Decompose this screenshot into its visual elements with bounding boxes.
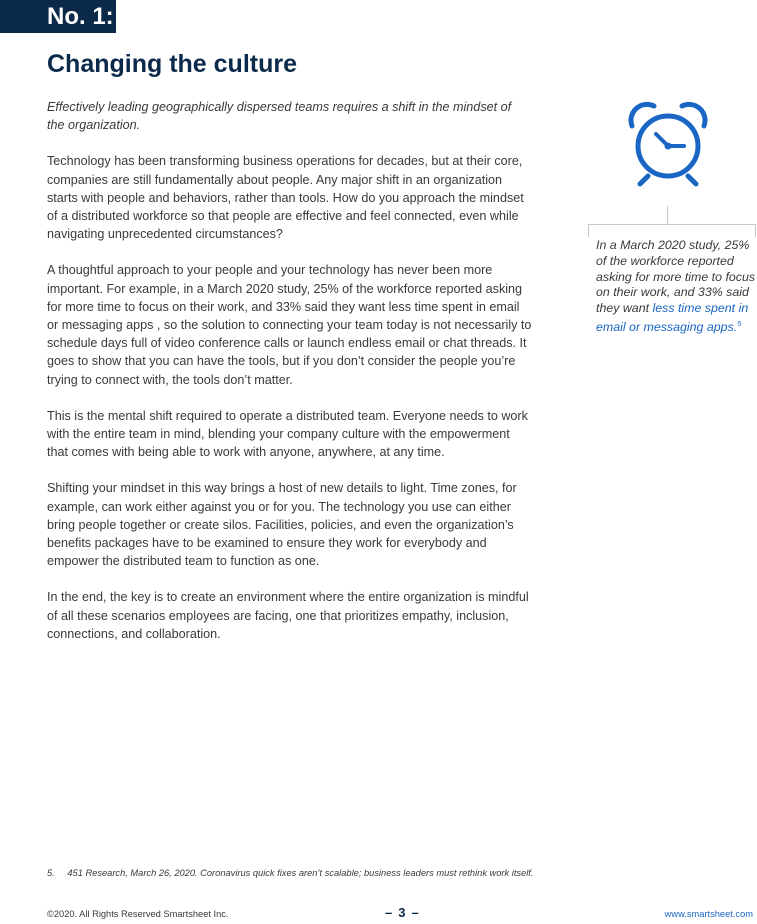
callout-footnote-ref: 5 [737, 320, 742, 328]
callout-bracket [588, 224, 756, 225]
footnote-number: 5. [47, 868, 55, 878]
page-title: Changing the culture [47, 50, 297, 78]
callout-highlight: less time spent in email or messaging apps. [596, 301, 749, 335]
main-content [47, 98, 532, 661]
footnote [47, 868, 533, 878]
callout-text: In a March 2020 study, 25% of the workforce reported asking for more time to focus on their work, and 33% said they want [596, 238, 756, 316]
body-paragraph: A thoughtful approach to your people and your technology has never been more important. For example, in a March 2020 study, 25% of the workforce reported asking for more time to focus on their work, and 33% said they want less time spent in email or messaging apps , so the solution to connecting your team today is not necessarily to schedule days full of video conference calls or launch endless email or chat threads. It goes to show that you can have the tools, but if you don’t consider the people you’re trying to connect with, the tools don’t matter. [47, 263, 532, 387]
body-paragraph: Technology has been transforming business operations for decades, but at their core, companies are still fundamentally about people. Any major shift in an organization starts with people and behaviors, rather than tools. How do you approach the mindset of a distributed workforce so that people are effective and feel connected, even while navigating unprecedented circumstances? [47, 154, 524, 242]
website-link[interactable]: www.smartsheet.com [664, 909, 753, 919]
page-number-value: 3 [398, 905, 406, 920]
copyright: ©2020. All Rights Reserved Smartsheet Inc. [47, 909, 229, 919]
dash-left-icon: – [385, 905, 393, 920]
alarm-clock-icon [624, 100, 712, 188]
dash-right-icon: – [411, 905, 419, 920]
body-paragraph: Shifting your mindset in this way brings a host of new details to light. Time zones, for example, can work either against you or for you. The technology you use can either bring people together or create silos. Facilities, policies, and even the organization’s benefits packages have to be examined to ensure they work for everybody and empower the distributed team to function as one. [47, 481, 517, 569]
section-badge: No. 1: [0, 0, 116, 33]
page-number [379, 905, 425, 920]
footnote-text: 451 Research, March 26, 2020. Coronavirus quick fixes aren’t scalable; business leaders must rethink work itself. [67, 868, 534, 878]
callout-connector [667, 206, 668, 224]
callout-quote [596, 238, 756, 336]
intro-paragraph: Effectively leading geographically dispersed teams requires a shift in the mindset of the organization. [47, 100, 512, 133]
body-paragraph: This is the mental shift required to operate a distributed team. Everyone needs to work with the entire team in mind, blending your company culture with the empowerment that comes with being able to work with anyone, anywhere, at any time. [47, 408, 528, 460]
body-paragraph: In the end, the key is to create an environment where the entire organization is mindful of all these scenarios employees are facing, one that prioritizes empathy, inclusion, connections, and collaboration. [47, 590, 529, 641]
